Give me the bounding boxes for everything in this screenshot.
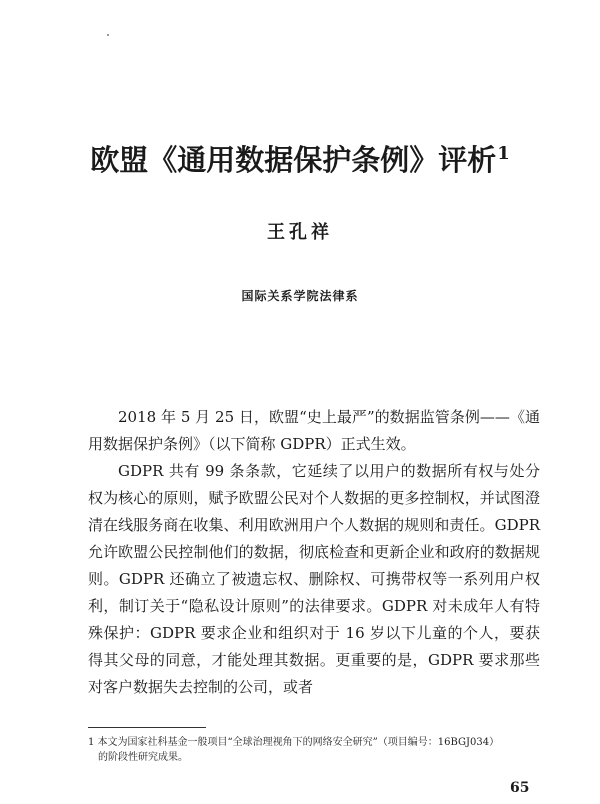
article-title-text: 欧盟《通用数据保护条例》评析 <box>90 143 497 177</box>
title-footnote-mark: 1 <box>497 143 510 165</box>
body-paragraph: GDPR 共有 99 条条款，它延续了以用户的数据所有权与处分权为核心的原则，赋予欧盟公民对个人数据的更多控制权，并试图澄清在线服务商在收集、利用欧洲用户个人数据的规则和责任。GDPR 允许欧盟公民控制他们的数据，彻底检查和更新企业和政府的数据规则。GDPR 还确立了被遗忘权、删除权、可携带权等一系列用户权利，制订关于“隐私设计原则”的法律要求。GDPR 对未成年人有特殊保护：GDPR 要求企业和组织对于 16 岁以下儿童的个人，要获得其父母的同意，才能处理其数据。更重要的是，GDPR 要求那些对客户数据失去控制的公司，或者 <box>88 462 540 696</box>
author-name: 王孔祥 <box>267 222 333 243</box>
footnote-line: 1 本文为国家社科基金一般项目“全球治理视角下的网络安全研究”（项目编号：16BGJ034） <box>88 737 500 748</box>
author-affiliation: 国际关系学院法律系 <box>241 289 359 303</box>
scan-speck <box>107 34 109 36</box>
article-title <box>60 140 540 180</box>
footnote-divider <box>88 727 206 728</box>
footnote-line: 的阶段性研究成果。 <box>98 752 188 763</box>
article-body <box>88 404 540 701</box>
footnote <box>88 735 540 765</box>
page-number: 65 <box>510 780 530 796</box>
body-paragraph: 2018 年 5 月 25 日，欧盟“史上最严”的数据监管条例——《通用数据保护条例》（以下简称 GDPR）正式生效。 <box>88 408 540 453</box>
